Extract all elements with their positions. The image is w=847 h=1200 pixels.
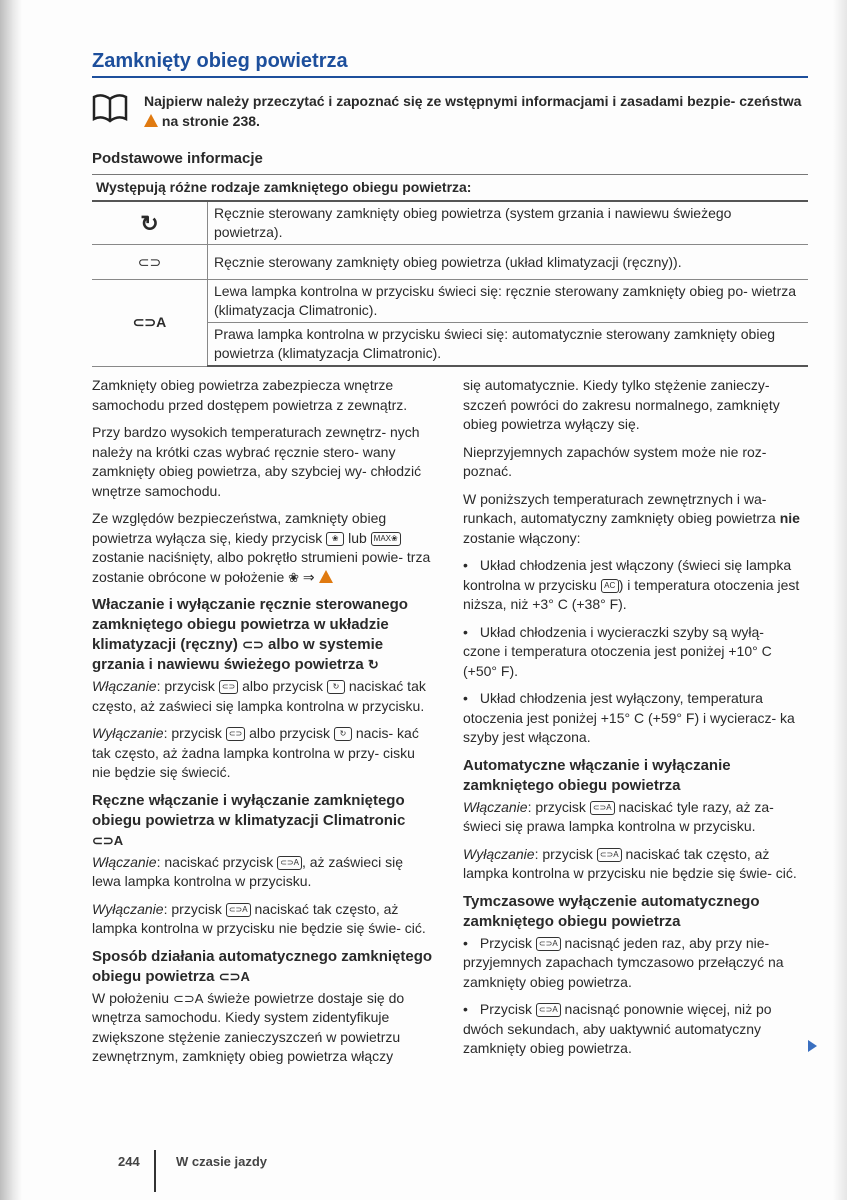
note-text-before: Najpierw należy przeczytać i zapoznać się ze wstępnymi informacjami i zasadami bezpie- czeństwa: [144, 93, 802, 109]
page-title: Zamknięty obieg powietrza: [92, 50, 348, 72]
recirculation-icon: ↻: [140, 210, 159, 236]
bullet-item: [463, 689, 805, 748]
table-cell: Prawa lampka kontrolna w przycisku świeci się: automatycznie sterowany zamknięty obieg powietrza (klimatyzacja Climatronic).: [208, 323, 809, 367]
text-segment: Tymczasowe wyłączenie automatycznego zamkniętego obiegu powietrza: [463, 892, 760, 930]
defrost-button-icon: ❀: [326, 532, 344, 546]
bullet-icon: •: [463, 623, 468, 640]
bullet-item: [463, 623, 805, 682]
table-header: Występują różne rodzaje zamkniętego obiegu powietrza:: [92, 175, 808, 202]
text-segment: : przycisk: [534, 845, 597, 862]
footer-divider: [154, 1150, 156, 1192]
paragraph: [463, 490, 805, 549]
bullet-icon: •: [463, 1001, 468, 1017]
text-segment: naciskać tak często, aż zaświeci się lampka kontrolna w przycisku.: [92, 678, 426, 714]
subsection-heading: [463, 892, 805, 932]
car-recirculation-icon: ⊂⊃: [137, 253, 162, 270]
table-cell: Lewa lampka kontrolna w przycisku świeci się: ręcznie sterowany zamknięty obieg po- wietrza (klimatyzacja Climatronic).: [208, 280, 809, 323]
subsection-heading: [463, 756, 805, 796]
subsection-heading: [92, 947, 434, 987]
car-recirculation-button-icon: ⊂⊃: [219, 680, 238, 694]
warning-icon: [144, 114, 158, 127]
text-segment: świeże powietrze dostaje się do wnętrza samochodu. Kiedy system zidentyfikuje zwiększone stężenie zanieczyszczeń w powietrzu zewnętrznym, zamknięty obieg powietrza włączy: [92, 989, 405, 1064]
text-segment: Układ chłodzenia i wycieraczki szyby są wyłą- czone i temperatura otoczenia jest poniżej +10° C (+50° F).: [463, 623, 772, 679]
table-cell: Ręcznie sterowany zamknięty obieg powietrza (system grzania i nawiewu świeżego powietrza).: [208, 201, 809, 245]
bullet-item: [463, 1000, 805, 1059]
text-segment: , aż zaświeci się lewa lampka kontrolna w przycisku.: [92, 853, 404, 889]
table-row: [92, 201, 808, 245]
italic-label: Wyłączanie: [92, 725, 164, 741]
text-segment: albo przycisk: [245, 725, 334, 741]
italic-label: Włączanie: [463, 798, 528, 815]
paragraph: [92, 423, 434, 501]
text-segment: : przycisk: [163, 900, 226, 917]
text-segment: albo przycisk: [238, 678, 327, 694]
auto-recirculation-button-icon: ⊂⊃A: [597, 848, 622, 862]
section-heading: Podstawowe informacje: [92, 150, 263, 167]
paragraph: [92, 376, 434, 415]
recirculation-button-icon: ↻: [327, 680, 345, 694]
title-divider: [92, 76, 808, 78]
text-segment: Automatyczne włączanie i wyłączanie zamkniętego obiegu powietrza: [463, 756, 731, 794]
car-recirculation-icon: ⊂⊃: [242, 637, 264, 652]
continue-arrow-icon: [808, 1040, 817, 1052]
footer-section: W czasie jazdy: [176, 1154, 268, 1169]
note-text: [144, 91, 804, 131]
bullet-icon: •: [463, 934, 468, 951]
text-segment: W położeniu: [92, 989, 173, 1006]
book-icon: [92, 93, 128, 123]
car-recirculation-auto-icon: ⊂⊃A: [92, 832, 124, 848]
text-segment: : naciskać przycisk: [156, 853, 278, 870]
paragraph: [92, 989, 434, 1067]
text-segment: : przycisk: [527, 798, 590, 815]
paragraph: [463, 798, 805, 837]
auto-recirculation-button-icon: ⊂⊃A: [536, 937, 561, 951]
italic-label: Wyłączanie: [463, 845, 535, 862]
text-segment: naciskać tak często, aż lampka kontrolna w przycisku nie będzie się świe- cić.: [92, 900, 426, 936]
recirculation-button-icon: ↻: [334, 727, 352, 741]
subsection-heading: [92, 595, 434, 675]
bullet-icon: •: [463, 557, 468, 573]
text-segment: lub: [344, 529, 371, 546]
subsection-heading: [92, 791, 434, 851]
text-segment: zostanie naciśnięty, albo pokrętło strumieni powie- trza zostanie obrócone w położenie: [92, 549, 431, 585]
text-segment: nacisnąć ponownie więcej, niż po dwóch sekundach, aby uaktywnić automatyczny zamknięty obieg powietrza.: [463, 1001, 772, 1056]
defrost-icon: ❀: [288, 569, 300, 585]
text-segment: Układ chłodzenia jest włączony (świeci się lampka kontrolna w przycisku: [463, 557, 792, 593]
text-segment: Układ chłodzenia jest wyłączony, temperatura otoczenia jest poniżej +15° C (+59° F) i wycieracz- ka szyby jest włączona.: [463, 690, 795, 745]
auto-recirculation-button-icon: ⊂⊃A: [277, 856, 302, 870]
max-defrost-button-icon: MAX❀: [371, 532, 401, 546]
text-segment: nacis- kać tak często, aż żadna lampka kontrolna w przy- cisku nie będzie się świecić.: [92, 725, 419, 780]
text-segment: Ze względów bezpieczeństwa, zamknięty obieg powietrza wyłącza się, kiedy przycisk: [92, 510, 387, 546]
text-segment: się automatycznie. Kiedy tylko stężenie zanieczy- szczeń powróci do zakresu normalnego, zamknięty obieg powietrza wyłączy się.: [463, 377, 780, 432]
text-segment: W poniższych temperaturach zewnętrznych i wa- runkach, automatyczny zamknięty obieg powietrza: [463, 490, 780, 526]
paragraph: [92, 509, 434, 587]
scan-shadow-left: [0, 0, 22, 1200]
paragraph: [92, 724, 434, 783]
text-segment: Przy bardzo wysokich temperaturach zewnętrz- nych należy na krótki czas wybrać ręcznie stero- wany zamknięty obieg powietrza, aby szybciej wy- chłodzić wnętrze samochodu.: [92, 424, 422, 499]
text-segment: ⇒: [299, 568, 319, 585]
paragraph: [92, 900, 434, 939]
table-row: [92, 245, 808, 280]
car-recirculation-auto-icon: ⊂⊃A: [132, 314, 167, 331]
auto-recirculation-button-icon: ⊂⊃A: [226, 903, 251, 917]
text-segment: Właczanie i wyłączanie ręcznie sterowanego zamkniętego obiegu powietrza w układzie klimatyzacji (ręczny): [92, 596, 408, 653]
warning-icon: [319, 570, 333, 583]
car-recirculation-button-icon: ⊂⊃: [226, 727, 245, 741]
text-segment: Nieprzyjemnych zapachów system może nie roz- poznać.: [463, 443, 767, 479]
car-recirculation-auto-icon: ⊂⊃A: [218, 968, 250, 984]
italic-label: Włączanie: [92, 678, 157, 694]
text-segment: nacisnąć jeden raz, aby przy nie- przyjemnych zapachach tymczasowo przełączyć na zamknięty obieg powietrza.: [463, 934, 784, 990]
bullet-item: [463, 934, 805, 993]
text-segment: albo w systemie grzania i nawiewu świeżego powietrza: [92, 636, 384, 673]
paragraph: [463, 376, 805, 435]
bullet-icon: •: [463, 690, 468, 706]
auto-recirculation-button-icon: ⊂⊃A: [536, 1003, 561, 1017]
auto-recirculation-button-icon: ⊂⊃A: [590, 801, 615, 815]
italic-label: Wyłączanie: [92, 900, 164, 917]
italic-label: Włączanie: [92, 853, 157, 870]
page-number: 244: [118, 1154, 140, 1169]
bullet-item: [463, 556, 805, 615]
paragraph: [463, 845, 805, 884]
paragraph: [92, 677, 434, 716]
text-segment: ) i temperatura otoczenia jest niższa, niż +3° C (+38° F).: [463, 576, 800, 612]
car-recirculation-auto-icon: ⊂⊃A: [172, 990, 204, 1006]
text-segment: Przycisk: [479, 1001, 536, 1017]
table-cell: Ręcznie sterowany zamknięty obieg powietrza (układ klimatyzacji (ręczny)).: [208, 245, 809, 280]
table-row: [92, 280, 808, 323]
text-segment: Zamknięty obieg powietrza zabezpiecza wnętrze samochodu przed dostępem powietrza z zewnątrz.: [92, 377, 408, 413]
text-segment: Przycisk: [479, 934, 536, 951]
text-segment: naciskać tyle razy, aż za- świeci się prawa lampka kontrolna w przycisku.: [463, 798, 774, 834]
text-segment: : przycisk: [163, 725, 226, 741]
text-segment: zostanie włączony:: [463, 529, 581, 546]
text-segment: naciskać tak często, aż lampka kontrolna w przycisku nie będzie się świe- cić.: [463, 845, 797, 881]
text-segment: : przycisk: [156, 678, 219, 694]
recirculation-icon: ↻: [367, 657, 379, 672]
text-segment: Sposób działania automatycznego zamkniętego obiegu powietrza: [92, 947, 433, 985]
left-column: [92, 376, 434, 1075]
right-column: [463, 376, 805, 1067]
note-text-after: na stronie 238.: [158, 113, 260, 129]
scan-shadow-right: [833, 0, 847, 1200]
recirculation-types-table: [92, 174, 808, 367]
bold-text: nie: [779, 510, 800, 526]
paragraph: [463, 443, 805, 482]
paragraph: [92, 853, 434, 892]
text-segment: Ręczne włączanie i wyłączanie zamkniętego obiegu powietrza w klimatyzacji Climatronic: [92, 791, 406, 829]
ac-button-icon: AC: [601, 579, 619, 593]
